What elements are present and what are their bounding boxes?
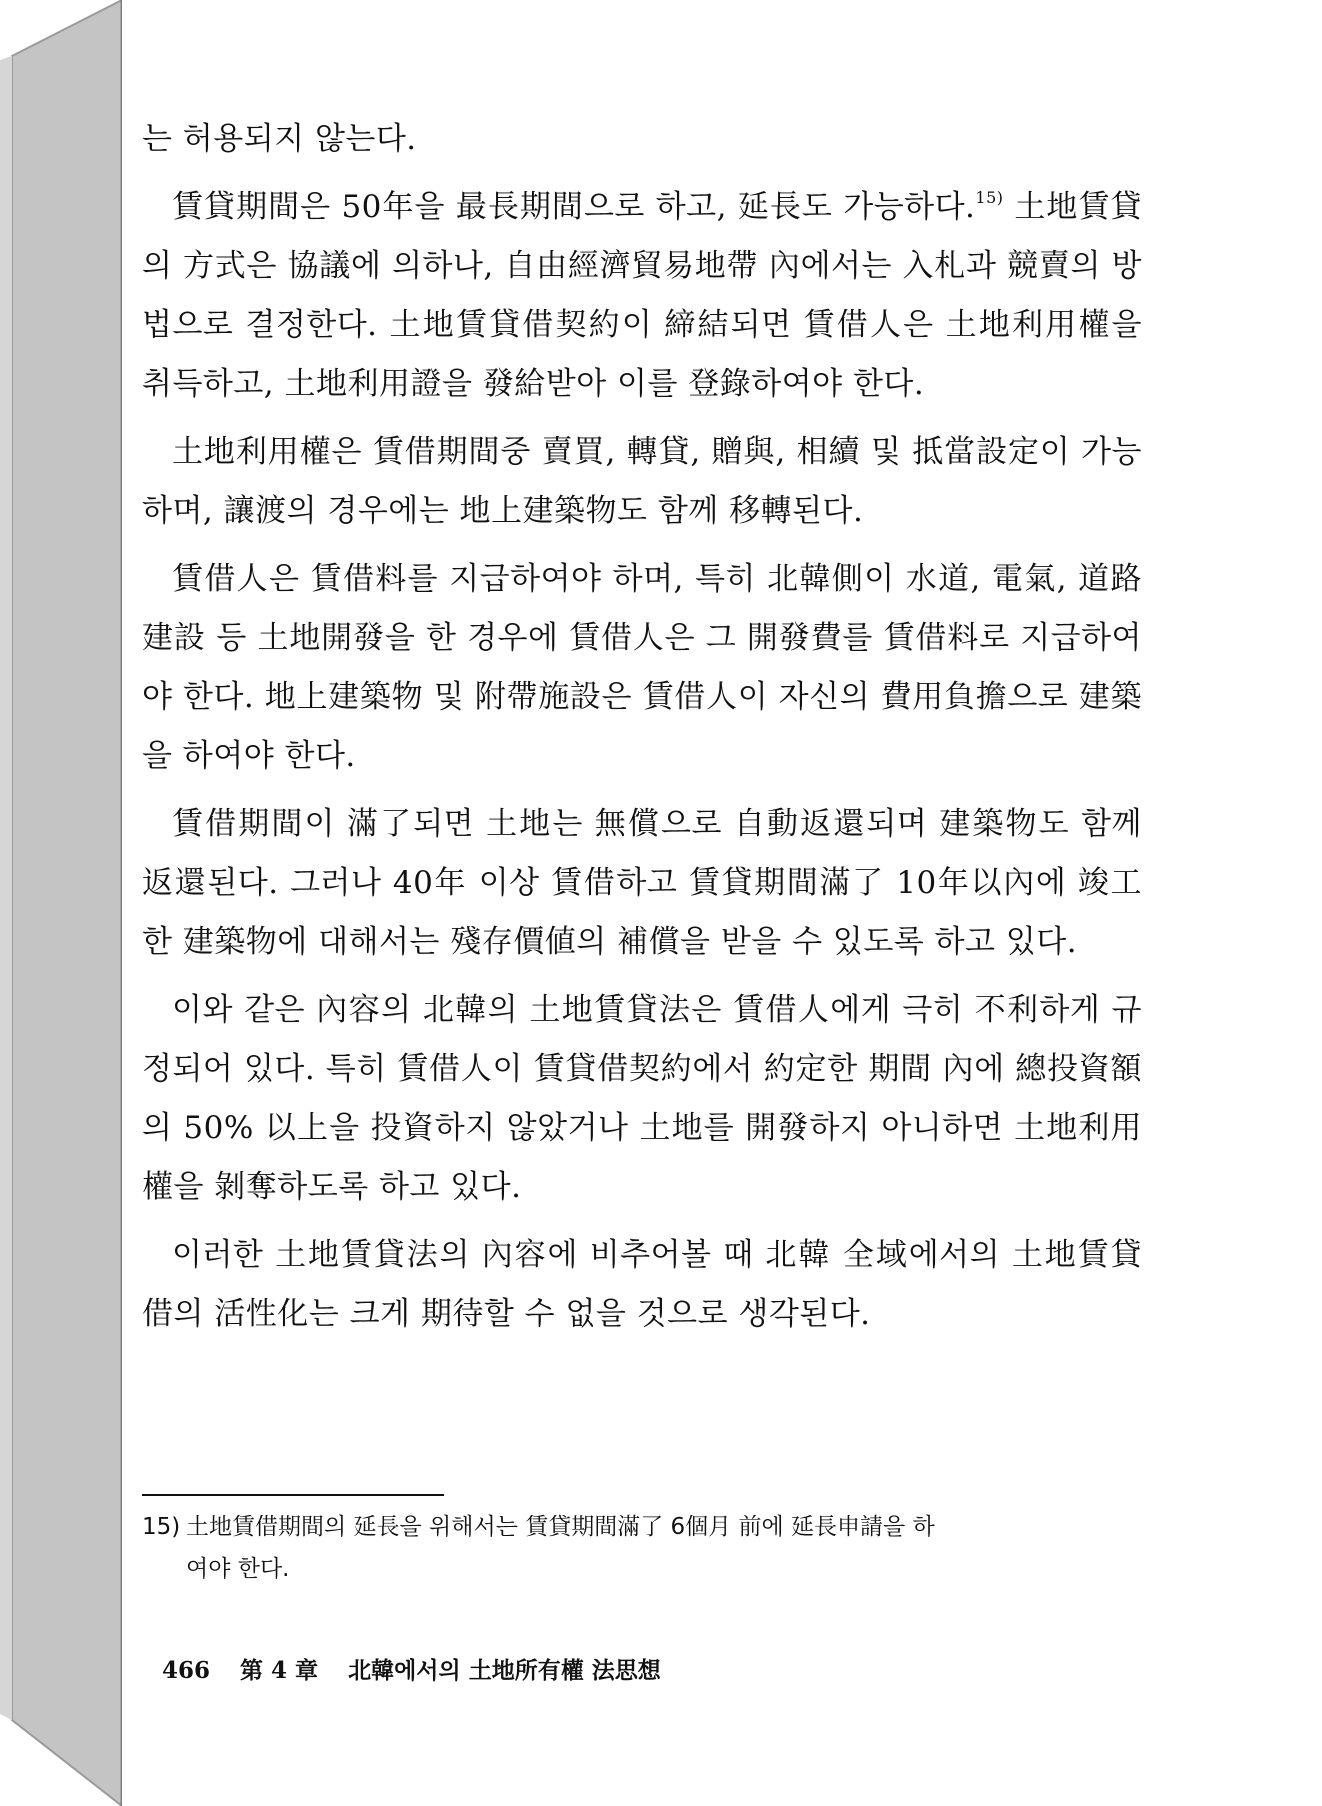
running-footer xyxy=(162,1652,683,1685)
footnote-text-line2: 여야 한다. xyxy=(186,1556,290,1582)
paragraph-5: 賃借期間이 滿了되면 土地는 無償으로 自動返還되며 建築物도 함께 返還된다. 그러나 40年 이상 賃借하고 賃貸期間滿了 10年以內에 竣工한 建築物에 대해서는 殘存價値의 補償을 받을 수 있도록 하고 있다. xyxy=(142,806,1142,960)
footnote-15 xyxy=(142,1506,1140,1590)
paragraph-3: 土地利用權은 賃借期間중 賣買, 轉貸, 贈與, 相續 및 抵當設定이 가능하며, 讓渡의 경우에는 地上建築物도 함께 移轉된다. xyxy=(142,434,1142,529)
paragraph-1: 는 허용되지 않는다. xyxy=(142,121,417,157)
chapter-label: 第 4 章 xyxy=(240,1657,319,1684)
paragraph-4: 賃借人은 賃借料를 지급하여야 하며, 특히 北韓側이 水道, 電氣, 道路建設 등 土地開發을 한 경우에 賃借人은 그 開發費를 賃借料로 지급하여야 한다. 地上建築物 및 附帶施設은 賃借人이 자신의 費用負擔으로 建築을 하여야 한다. xyxy=(142,561,1142,774)
footnote-number: 15) xyxy=(142,1514,181,1540)
paragraph-7: 이러한 土地賃貸法의 內容에 비추어볼 때 北韓 全域에서의 土地賃貸借의 活性化는 크게 期待할 수 없을 것으로 생각된다. xyxy=(142,1237,1142,1332)
page-number: 466 xyxy=(162,1657,211,1684)
body-text xyxy=(142,110,1142,1353)
paragraph-2 xyxy=(142,178,1142,414)
paragraph-6: 이와 같은 內容의 北韓의 土地賃貸法은 賃借人에게 극히 不利하게 규정되어 있다. 특히 賃借人이 賃貸借契約에서 約定한 期間 內에 總投資額의 50% 以上을 投資하지 않았거나 土地를 開發하지 아니하면 土地利用權을 剝奪하도록 하고 있다. xyxy=(142,992,1142,1205)
paragraph-2-continuation: 土地賃貸의 方式은 協議에 의하나, 自由經濟貿易地帶 內에서는 入札과 競賣의 방법으로 결정한다. 土地賃貸借契約이 締結되면 賃借人은 土地利用權을 취득하고, 土地利用證을 發給받아 이를 登錄하여야 한다. xyxy=(142,189,1142,402)
footnote-divider xyxy=(142,1494,444,1496)
footnote-text-line1: 土地賃借期間의 延長을 위해서는 賃貸期間滿了 6個月 前에 延長申請을 하 xyxy=(186,1514,935,1540)
footnote-reference[interactable]: 15) xyxy=(975,188,1004,207)
chapter-title: 北韓에서의 土地所有權 法思想 xyxy=(348,1657,661,1684)
paragraph-2-start: 賃貸期間은 50年을 最長期間으로 하고, 延長도 가능하다. xyxy=(172,189,976,225)
